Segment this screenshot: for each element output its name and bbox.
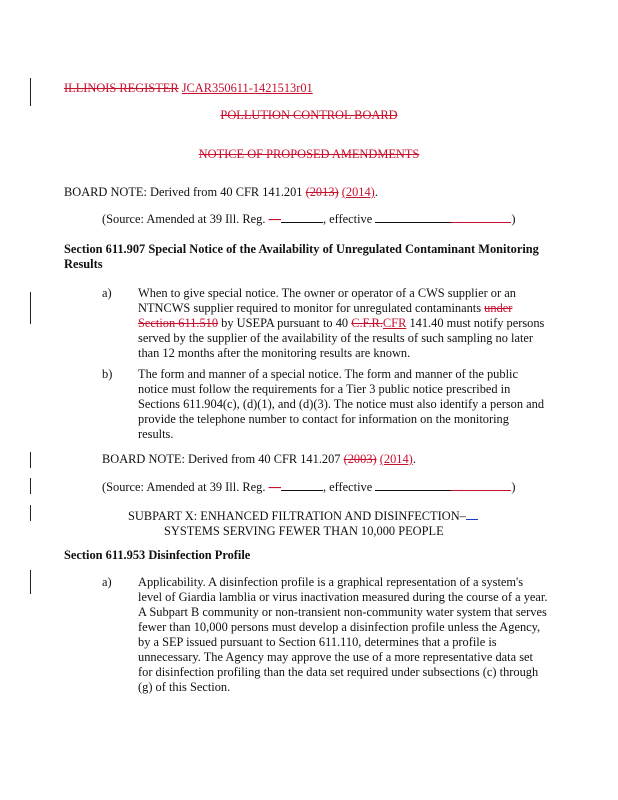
effective-blank-new (451, 480, 511, 491)
effective-blank (375, 212, 451, 223)
change-bar (30, 292, 31, 324)
section-611-907-title: Section 611.907 Special Notice of the Availability of Unregulated Contaminant Monitoring Results (64, 242, 539, 271)
board-header: POLLUTION CONTROL BOARD (220, 108, 398, 122)
subsection-a-label: a) (102, 286, 112, 300)
subsection-a-text: When to give special notice. The owner or operator of a CWS supplier or an NTNCWS supplier required to monitor for unregulated contaminants under Section 611.510 by USEPA pursuant to 40 C.F.R.CFR 141.40 must notify persons served by the supplier of the availability of the results of such sampling no later than 12 months after the monitoring results are known. (138, 286, 545, 360)
subpart-heading-line2: SYSTEMS SERVING FEWER THAN 10,000 PEOPLE (164, 524, 444, 538)
subsection-b-text: The form and manner of a special notice. The form and manner of the public notice must follow the requirements for a Tier 3 public notice prescribed in Sections 611.904(c), (d)(1), and (d)(3). The notice must also identify a person and provide the telephone number to contact for information on the monitoring results. (138, 367, 545, 441)
applicability-text: Applicability. A disinfection profile is a graphical representation of a system's level of Giardia lamblia or virus inactivation measured during the course of a year. A Subpart B community or non-transient non-community water system that serves fewer than 10,000 persons must develop a disinfection profile unless the Agency, by a SEP issued pursuant to Section 611.110, determines that a profile is unnecessary. The Agency may approve the use of a more representative data set for disinfection profiling than the data set required under subsections (c) through (g) of this Section. (138, 575, 548, 694)
change-bar (30, 505, 31, 521)
change-bar (30, 78, 31, 106)
register-old: ILLINOIS REGISTER (64, 81, 179, 95)
section-611-953-title: Section 611.953 Disinfection Profile (64, 548, 251, 562)
change-bar (30, 452, 31, 468)
board-note-1: BOARD NOTE: Derived from 40 CFR 141.201 (2013) (2014). (64, 185, 378, 199)
subpart-heading-line1: SUBPART X: ENHANCED FILTRATION AND DISINFECTION– (128, 509, 478, 524)
reg-blank (281, 480, 323, 491)
change-bar (30, 478, 31, 494)
board-note-2: BOARD NOTE: Derived from 40 CFR 141.207 (2003) (2014). (102, 452, 416, 466)
source-line-2: (Source: Amended at 39 Ill. Reg. — , effective ) (102, 480, 516, 494)
subsection-b-label: b) (102, 367, 113, 381)
source-line-1: (Source: Amended at 39 Ill. Reg. — , effective ) (102, 212, 516, 226)
register-new: JCAR350611-1421513r01 (181, 81, 313, 95)
subsection-a-label: a) (102, 575, 112, 589)
reg-blank (281, 212, 323, 223)
register-header (64, 81, 313, 96)
effective-blank-new (451, 212, 511, 223)
effective-blank (375, 480, 451, 491)
notice-header: NOTICE OF PROPOSED AMENDMENTS (198, 147, 420, 161)
change-bar (30, 570, 31, 594)
